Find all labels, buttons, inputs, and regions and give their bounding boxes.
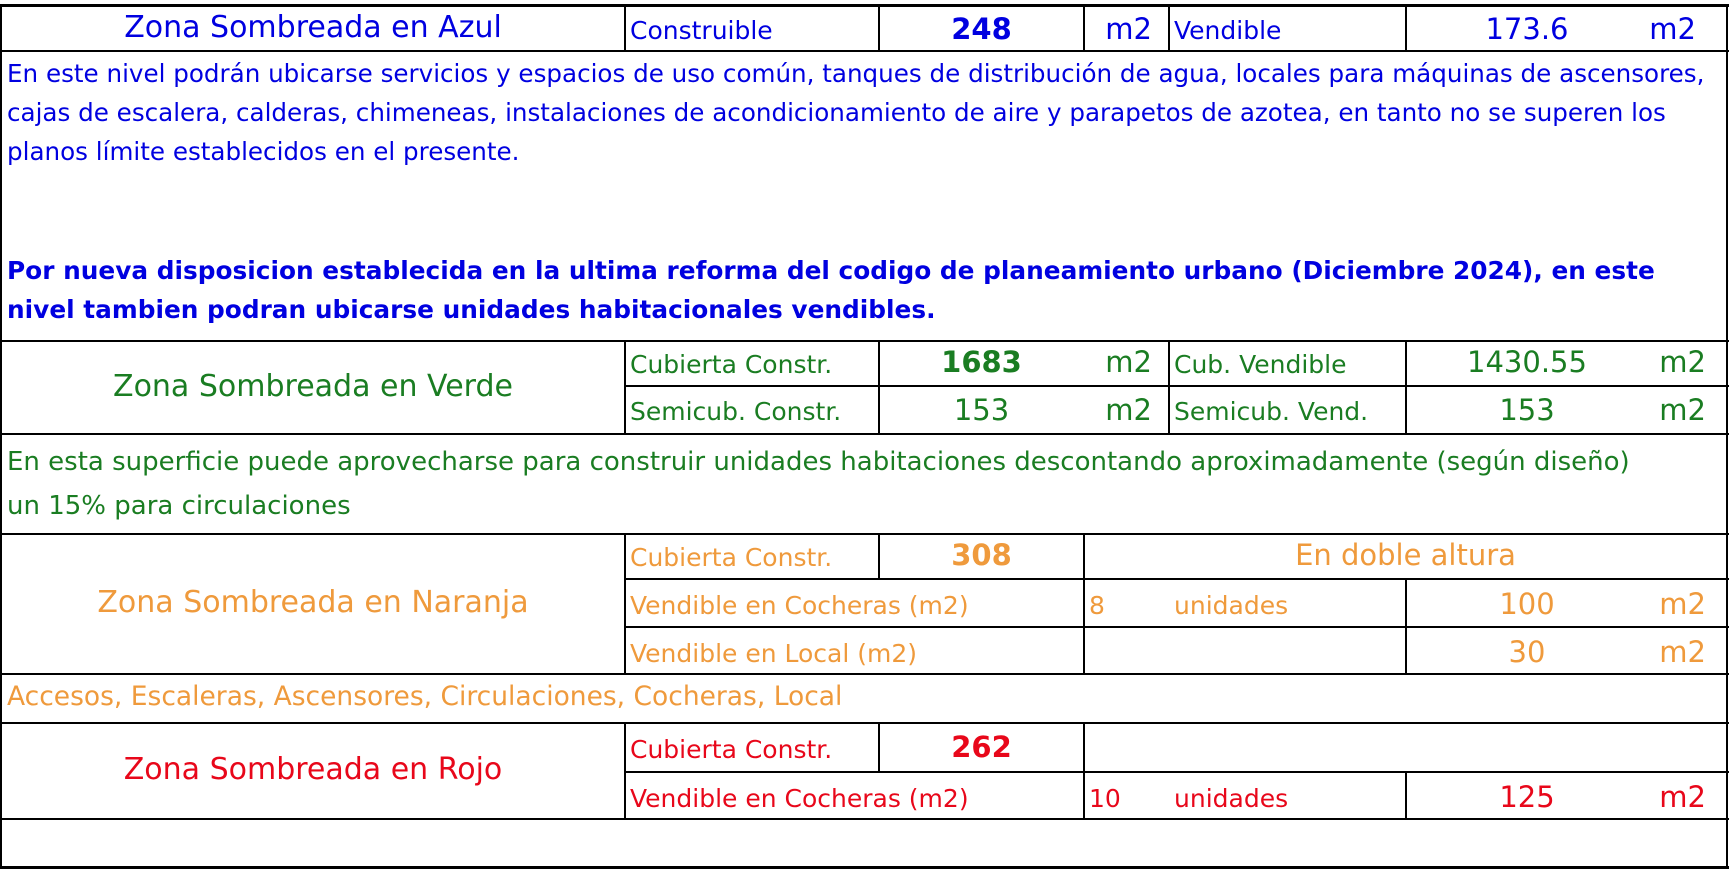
- gridline: [624, 533, 626, 674]
- azul-vendible-unit: m2: [1649, 12, 1696, 46]
- naranja-doble-altura: En doble altura: [1295, 538, 1516, 572]
- rojo-zone-title: Zona Sombreada en Rojo: [123, 752, 503, 787]
- verde-cubierta-unit: m2: [1105, 345, 1152, 379]
- rojo-cocheras-units: 10: [1089, 784, 1121, 813]
- gridline: [624, 722, 626, 819]
- gridline: [624, 771, 1729, 773]
- gridline: [624, 340, 626, 434]
- gridline: [0, 433, 1729, 435]
- verde-cub-vendible-value: 1430.55: [1467, 345, 1587, 379]
- rojo-cubierta-label: Cubierta Constr.: [630, 735, 833, 764]
- azul-construible-value: 248: [951, 12, 1012, 46]
- verde-semicub-label: Semicub. Constr.: [630, 397, 842, 426]
- verde-cubierta-value: 1683: [941, 345, 1022, 379]
- gridline: [0, 4, 2, 869]
- gridline: [624, 4, 626, 51]
- naranja-cubierta-value: 308: [951, 538, 1012, 572]
- rojo-cocheras-unit: m2: [1659, 780, 1706, 814]
- azul-zone-title: Zona Sombreada en Azul: [124, 10, 502, 45]
- naranja-local-unit: m2: [1659, 635, 1706, 669]
- azul-note-general: En este nivel podrán ubicarse servicios y espacios de uso común, tanques de distribución de agua, locales para máquinas de ascensores, cajas de escalera, calderas, chimeneas, instalaciones de acondicionamiento de aire y parapetos de azotea, en tanto no se superen los planos límite establecidos en el presente.: [7, 59, 1705, 166]
- verde-zone-title: Zona Sombreada en Verde: [113, 369, 513, 404]
- gridline: [1083, 4, 1085, 51]
- gridline: [624, 578, 1729, 580]
- rojo-cocheras-value: 125: [1499, 780, 1555, 814]
- verde-semicub-unit: m2: [1105, 393, 1152, 427]
- gridline: [1168, 4, 1170, 51]
- gridline: [624, 385, 1729, 387]
- gridline: [1168, 340, 1170, 434]
- naranja-cocheras-units: 8: [1089, 591, 1105, 620]
- verde-cubierta-label: Cubierta Constr.: [630, 350, 833, 379]
- verde-semicub-vend-value: 153: [1499, 393, 1555, 427]
- gridline: [0, 533, 1729, 535]
- gridline: [1083, 722, 1085, 819]
- gridline: [1726, 4, 1728, 869]
- verde-note: En esta superficie puede aprovecharse para construir unidades habitaciones descontando aproximadamente (según diseño) un 15% para circulaciones: [7, 447, 1630, 521]
- verde-cub-vendible-label: Cub. Vendible: [1174, 350, 1347, 379]
- verde-cub-vendible-unit: m2: [1659, 345, 1706, 379]
- naranja-cocheras-label: Vendible en Cocheras (m2): [630, 591, 969, 620]
- verde-semicub-vend-unit: m2: [1659, 393, 1706, 427]
- gridline: [0, 818, 1729, 820]
- azul-construible-unit: m2: [1105, 12, 1152, 46]
- naranja-local-value: 30: [1508, 635, 1546, 669]
- azul-note-reform: Por nueva disposicion establecida en la ultima reforma del codigo de planeamiento urbano (Diciembre 2024), en este nivel tambien podran ubicarse unidades habitacionales vendibles.: [7, 256, 1655, 324]
- verde-semicub-vend-label: Semicub. Vend.: [1174, 397, 1369, 426]
- naranja-cocheras-value: 100: [1499, 587, 1555, 621]
- gridline: [0, 340, 1729, 342]
- naranja-note: Accesos, Escaleras, Ascensores, Circulaciones, Cocheras, Local: [7, 681, 843, 712]
- rojo-units-label: unidades: [1174, 784, 1289, 813]
- gridline: [0, 4, 1729, 7]
- naranja-cocheras-unit: m2: [1659, 587, 1706, 621]
- naranja-local-label: Vendible en Local (m2): [630, 639, 918, 668]
- naranja-zone-title: Zona Sombreada en Naranja: [97, 585, 529, 620]
- gridline: [624, 626, 1729, 628]
- gridline: [0, 50, 1729, 52]
- rojo-cocheras-label: Vendible en Cocheras (m2): [630, 784, 969, 813]
- verde-semicub-value: 153: [953, 393, 1010, 427]
- azul-construible-label: Construible: [630, 16, 773, 45]
- gridline: [0, 673, 1729, 675]
- rojo-cubierta-value: 262: [951, 730, 1012, 764]
- azul-vendible-label: Vendible: [1174, 16, 1282, 45]
- naranja-units-label: unidades: [1174, 591, 1289, 620]
- azul-vendible-value: 173.6: [1485, 12, 1569, 46]
- gridline: [0, 722, 1729, 724]
- naranja-cubierta-label: Cubierta Constr.: [630, 543, 833, 572]
